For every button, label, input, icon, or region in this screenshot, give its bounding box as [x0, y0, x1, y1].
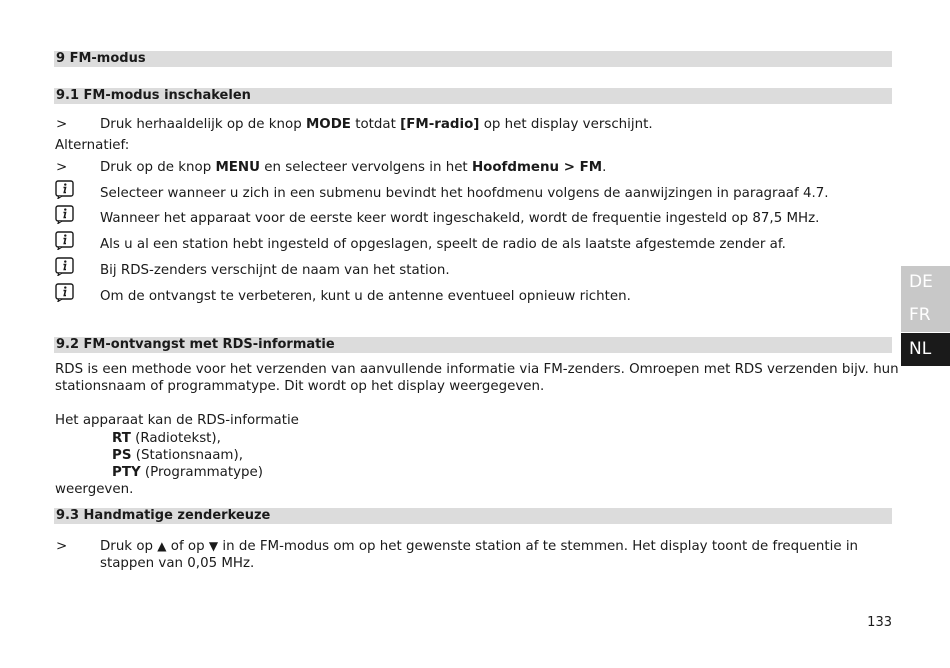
text: . — [602, 160, 607, 175]
lang-tab-nl[interactable]: NL — [901, 333, 950, 366]
down-arrow-icon: ▼ — [208, 539, 219, 553]
info-icon — [55, 283, 74, 302]
abbr: PTY — [112, 465, 141, 480]
text: Druk op — [100, 539, 158, 554]
text: Druk op de knop — [100, 160, 216, 175]
rds-item-ps — [112, 447, 243, 464]
rds-paragraph-line-2: stationsnaam of programmatype. Dit wordt op het display weergegeven. — [55, 379, 545, 394]
section-heading-9-1: 9.1 FM-modus inschakelen — [54, 88, 892, 104]
key-mode: MODE — [305, 117, 351, 132]
rds-intro: Het apparaat kan de RDS-informatie — [55, 413, 299, 428]
desc: (Programmatype) — [140, 465, 264, 480]
rds-item-rt — [112, 430, 221, 447]
info-icon — [55, 257, 74, 276]
info-icon — [55, 180, 74, 199]
rds-paragraph-line-1: RDS is een methode voor het verzenden van aanvullende informatie via FM-zenders. Omroepen met RDS verzenden bijv. hun — [55, 362, 899, 377]
alternative-label: Alternatief: — [55, 138, 130, 153]
note-text: Wanneer het apparaat voor de eerste keer wordt ingeschakeld, wordt de frequentie ingesteld op 87,5 MHz. — [100, 211, 820, 226]
key-menu: MENU — [215, 160, 261, 175]
manual-tuning-text-line-1 — [100, 538, 858, 555]
step-bullet: > — [56, 117, 68, 132]
manual-tuning-text-line-2: stappen van 0,05 MHz. — [100, 556, 255, 571]
text: en selecteer vervolgens in het — [260, 160, 472, 175]
section-heading-9-3: 9.3 Handmatige zenderkeuze — [54, 508, 892, 524]
text: of op — [166, 539, 209, 554]
text: totdat — [350, 117, 401, 132]
note-text: Om de ontvangst te verbeteren, kunt u de antenne eventueel opnieuw richten. — [100, 289, 631, 304]
desc: (Radiotekst), — [130, 431, 221, 446]
section-heading-9: 9 FM-modus — [54, 51, 892, 67]
lang-tab-fr[interactable]: FR — [901, 299, 950, 332]
text: Druk herhaaldelijk op de knop — [100, 117, 306, 132]
up-arrow-icon: ▲ — [157, 539, 167, 553]
step-bullet: > — [56, 160, 68, 175]
step-menu-text — [100, 159, 606, 176]
section-heading-9-2: 9.2 FM-ontvangst met RDS-informatie — [54, 337, 892, 353]
abbr: RT — [112, 431, 131, 446]
step-bullet: > — [56, 539, 68, 554]
info-icon — [55, 205, 74, 224]
text: in de FM-modus om op het gewenste station af te stemmen. Het display toont de frequentie in — [218, 539, 859, 554]
note-text: Als u al een station hebt ingesteld of opgeslagen, speelt de radio de als laatste afgestemde zender af. — [100, 237, 786, 252]
menu-path: Hoofdmenu > FM — [471, 160, 603, 175]
abbr: PS — [112, 448, 132, 463]
rds-item-pty — [112, 464, 263, 481]
lang-tab-de[interactable]: DE — [901, 266, 950, 299]
note-text: Bij RDS-zenders verschijnt de naam van het station. — [100, 263, 450, 278]
page-number: 133 — [867, 615, 892, 630]
step-mode-text — [100, 116, 653, 133]
note-text: Selecteer wanneer u zich in een submenu bevindt het hoofdmenu volgens de aanwijzingen in paragraaf 4.7. — [100, 186, 829, 201]
desc: (Stationsnaam), — [131, 448, 243, 463]
text: op het display verschijnt. — [479, 117, 653, 132]
display-fm-radio: [FM-radio] — [400, 117, 480, 132]
rds-outro: weergeven. — [55, 482, 134, 497]
info-icon — [55, 231, 74, 250]
